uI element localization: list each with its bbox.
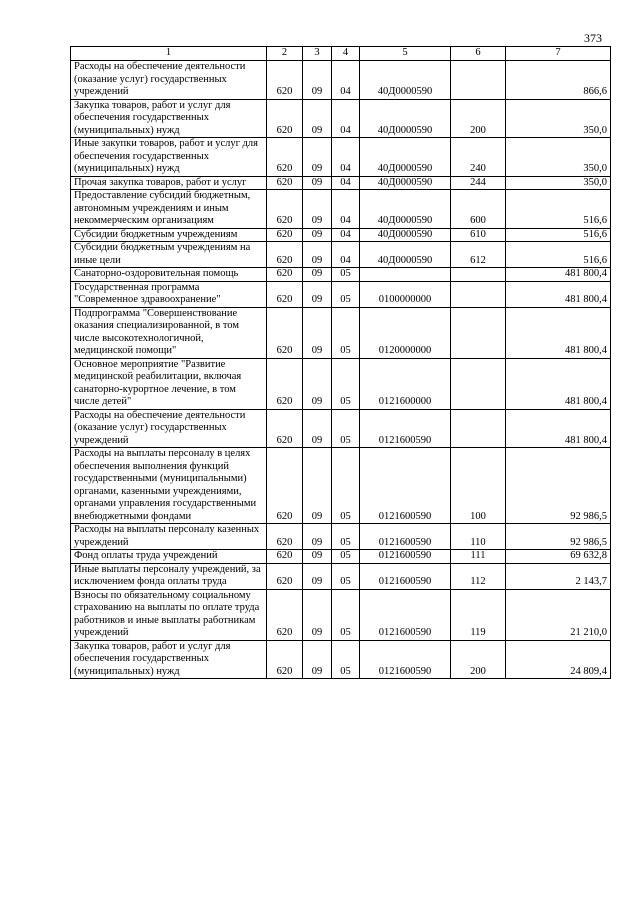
header-cell: 5 xyxy=(360,47,451,61)
table-row xyxy=(71,448,611,524)
row-cell-col5: 0121600590 xyxy=(360,563,451,589)
row-cell-col4: 05 xyxy=(332,524,360,550)
row-cell-col6: 610 xyxy=(451,228,506,242)
row-cell-col3: 09 xyxy=(303,176,332,190)
row-cell-col6: 119 xyxy=(451,589,506,640)
row-cell-col3: 09 xyxy=(303,268,332,282)
row-cell-col2: 620 xyxy=(267,190,303,229)
row-cell-amount: 516,6 xyxy=(506,228,611,242)
row-cell-amount: 481 800,4 xyxy=(506,358,611,409)
row-cell-col4: 04 xyxy=(332,190,360,229)
row-cell-col5: 40Д0000590 xyxy=(360,99,451,138)
row-cell-col2: 620 xyxy=(267,99,303,138)
table-row xyxy=(71,640,611,679)
row-cell-col2: 620 xyxy=(267,550,303,564)
row-cell-col4: 05 xyxy=(332,589,360,640)
row-cell-amount: 350,0 xyxy=(506,99,611,138)
row-cell-col4: 04 xyxy=(332,176,360,190)
row-cell-col6: 244 xyxy=(451,176,506,190)
row-cell-col2: 620 xyxy=(267,563,303,589)
table-row xyxy=(71,589,611,640)
row-cell-col3: 09 xyxy=(303,550,332,564)
row-cell-col6: 100 xyxy=(451,448,506,524)
row-cell-col2: 620 xyxy=(267,524,303,550)
table-body xyxy=(71,61,611,679)
row-cell-amount: 481 800,4 xyxy=(506,268,611,282)
row-cell-col3: 09 xyxy=(303,138,332,177)
row-cell-col4: 05 xyxy=(332,307,360,358)
row-cell-amount: 481 800,4 xyxy=(506,409,611,448)
row-cell-col3: 09 xyxy=(303,99,332,138)
row-name-cell: Закупка товаров, работ и услуг для обеспечения государственных (муниципальных) нужд xyxy=(71,640,267,679)
row-cell-col5: 0121600590 xyxy=(360,589,451,640)
row-cell-amount: 92 986,5 xyxy=(506,448,611,524)
row-cell-col4: 05 xyxy=(332,358,360,409)
table-row xyxy=(71,409,611,448)
header-cell: 6 xyxy=(451,47,506,61)
row-cell-col5 xyxy=(360,268,451,282)
table-row xyxy=(71,176,611,190)
header-cell: 1 xyxy=(71,47,267,61)
row-cell-col3: 09 xyxy=(303,281,332,307)
row-name-cell: Расходы на обеспечение деятельности (оказание услуг) государственных учреждений xyxy=(71,61,267,100)
row-cell-col6: 240 xyxy=(451,138,506,177)
header-row xyxy=(71,47,611,61)
row-cell-col6 xyxy=(451,268,506,282)
row-cell-col2: 620 xyxy=(267,138,303,177)
row-cell-col5: 40Д0000590 xyxy=(360,190,451,229)
row-cell-col3: 09 xyxy=(303,61,332,100)
row-cell-amount: 350,0 xyxy=(506,176,611,190)
row-name-cell: Санаторно-оздоровительная помощь xyxy=(71,268,267,282)
row-cell-col2: 620 xyxy=(267,61,303,100)
row-cell-col6: 200 xyxy=(451,99,506,138)
row-cell-col3: 09 xyxy=(303,242,332,268)
table-row xyxy=(71,242,611,268)
header-cell: 3 xyxy=(303,47,332,61)
row-cell-col2: 620 xyxy=(267,242,303,268)
row-cell-col3: 09 xyxy=(303,448,332,524)
row-cell-col5: 0121600590 xyxy=(360,524,451,550)
row-cell-col4: 04 xyxy=(332,242,360,268)
row-cell-col6: 110 xyxy=(451,524,506,550)
row-cell-amount: 866,6 xyxy=(506,61,611,100)
row-cell-col4: 05 xyxy=(332,640,360,679)
page-number: 373 xyxy=(584,31,602,45)
row-cell-col3: 09 xyxy=(303,409,332,448)
row-cell-col6 xyxy=(451,358,506,409)
table-row xyxy=(71,268,611,282)
row-cell-col4: 05 xyxy=(332,448,360,524)
row-cell-col4: 05 xyxy=(332,550,360,564)
row-cell-col4: 05 xyxy=(332,281,360,307)
row-cell-col2: 620 xyxy=(267,358,303,409)
row-cell-col5: 0121600590 xyxy=(360,409,451,448)
row-cell-col4: 05 xyxy=(332,409,360,448)
row-cell-col6 xyxy=(451,409,506,448)
row-cell-col2: 620 xyxy=(267,281,303,307)
row-cell-col4: 05 xyxy=(332,563,360,589)
row-cell-col3: 09 xyxy=(303,190,332,229)
table-row xyxy=(71,138,611,177)
table-row xyxy=(71,281,611,307)
row-cell-col5: 0121600590 xyxy=(360,640,451,679)
row-name-cell: Прочая закупка товаров, работ и услуг xyxy=(71,176,267,190)
row-name-cell: Взносы по обязательному социальному страхованию на выплаты по оплате труда работников и иные выплаты работникам учреждений xyxy=(71,589,267,640)
row-cell-col4: 05 xyxy=(332,268,360,282)
row-cell-col4: 04 xyxy=(332,61,360,100)
row-cell-col2: 620 xyxy=(267,228,303,242)
row-cell-col2: 620 xyxy=(267,268,303,282)
row-cell-col4: 04 xyxy=(332,138,360,177)
row-name-cell: Подпрограмма "Совершенствование оказания специализированной, в том числе высокотехнологичной, медицинской помощи" xyxy=(71,307,267,358)
row-name-cell: Предоставление субсидий бюджетным, автономным учреждениям и иным некоммерческим организациям xyxy=(71,190,267,229)
row-cell-col3: 09 xyxy=(303,307,332,358)
row-cell-col5: 40Д0000590 xyxy=(360,228,451,242)
row-cell-col3: 09 xyxy=(303,640,332,679)
row-name-cell: Иные закупки товаров, работ и услуг для обеспечения государственных (муниципальных) нужд xyxy=(71,138,267,177)
row-cell-col4: 04 xyxy=(332,228,360,242)
row-cell-amount: 69 632,8 xyxy=(506,550,611,564)
row-name-cell: Расходы на обеспечение деятельности (оказание услуг) государственных учреждений xyxy=(71,409,267,448)
row-name-cell: Фонд оплаты труда учреждений xyxy=(71,550,267,564)
row-cell-col4: 04 xyxy=(332,99,360,138)
row-cell-col5: 40Д0000590 xyxy=(360,61,451,100)
row-cell-col6: 200 xyxy=(451,640,506,679)
row-cell-col6: 612 xyxy=(451,242,506,268)
row-cell-col6 xyxy=(451,61,506,100)
row-cell-col5: 40Д0000590 xyxy=(360,138,451,177)
row-cell-col3: 09 xyxy=(303,228,332,242)
row-name-cell: Закупка товаров, работ и услуг для обеспечения государственных (муниципальных) нужд xyxy=(71,99,267,138)
table-row xyxy=(71,358,611,409)
row-cell-col3: 09 xyxy=(303,358,332,409)
table-row xyxy=(71,524,611,550)
row-cell-col2: 620 xyxy=(267,448,303,524)
table-row xyxy=(71,61,611,100)
row-cell-col6 xyxy=(451,307,506,358)
table-row xyxy=(71,307,611,358)
row-cell-col5: 0121600590 xyxy=(360,448,451,524)
row-cell-col5: 0100000000 xyxy=(360,281,451,307)
row-cell-col2: 620 xyxy=(267,640,303,679)
row-name-cell: Субсидии бюджетным учреждениям на иные цели xyxy=(71,242,267,268)
row-name-cell: Основное мероприятие "Развитие медицинской реабилитации, включая санаторно-курортное лечение, в том числе детей" xyxy=(71,358,267,409)
table-row xyxy=(71,563,611,589)
row-cell-amount: 481 800,4 xyxy=(506,307,611,358)
row-cell-col3: 09 xyxy=(303,524,332,550)
row-name-cell: Иные выплаты персоналу учреждений, за исключением фонда оплаты труда xyxy=(71,563,267,589)
row-cell-col3: 09 xyxy=(303,563,332,589)
table-row xyxy=(71,550,611,564)
row-cell-amount: 516,6 xyxy=(506,242,611,268)
row-cell-amount: 481 800,4 xyxy=(506,281,611,307)
header-cell: 4 xyxy=(332,47,360,61)
row-cell-col5: 0121600000 xyxy=(360,358,451,409)
row-cell-col2: 620 xyxy=(267,307,303,358)
row-cell-col6: 111 xyxy=(451,550,506,564)
row-cell-amount: 21 210,0 xyxy=(506,589,611,640)
budget-table xyxy=(70,46,611,679)
row-cell-col6 xyxy=(451,281,506,307)
row-cell-amount: 2 143,7 xyxy=(506,563,611,589)
row-name-cell: Субсидии бюджетным учреждениям xyxy=(71,228,267,242)
row-cell-amount: 92 986,5 xyxy=(506,524,611,550)
row-cell-amount: 350,0 xyxy=(506,138,611,177)
row-cell-col6: 600 xyxy=(451,190,506,229)
row-cell-amount: 24 809,4 xyxy=(506,640,611,679)
row-cell-col6: 112 xyxy=(451,563,506,589)
table-row xyxy=(71,99,611,138)
row-cell-col5: 0121600590 xyxy=(360,550,451,564)
header-cell: 2 xyxy=(267,47,303,61)
header-cell: 7 xyxy=(506,47,611,61)
row-name-cell: Расходы на выплаты персоналу в целях обеспечения выполнения функций государственными (муниципальными) органами, казенными учреждениями, органами управления государственными внебюджетными фондами xyxy=(71,448,267,524)
table-row xyxy=(71,228,611,242)
row-cell-col5: 40Д0000590 xyxy=(360,242,451,268)
row-cell-col5: 40Д0000590 xyxy=(360,176,451,190)
row-name-cell: Расходы на выплаты персоналу казенных учреждений xyxy=(71,524,267,550)
table-row xyxy=(71,190,611,229)
row-cell-amount: 516,6 xyxy=(506,190,611,229)
row-cell-col2: 620 xyxy=(267,176,303,190)
row-name-cell: Государственная программа "Современное здравоохранение" xyxy=(71,281,267,307)
row-cell-col3: 09 xyxy=(303,589,332,640)
row-cell-col2: 620 xyxy=(267,409,303,448)
row-cell-col2: 620 xyxy=(267,589,303,640)
row-cell-col5: 0120000000 xyxy=(360,307,451,358)
